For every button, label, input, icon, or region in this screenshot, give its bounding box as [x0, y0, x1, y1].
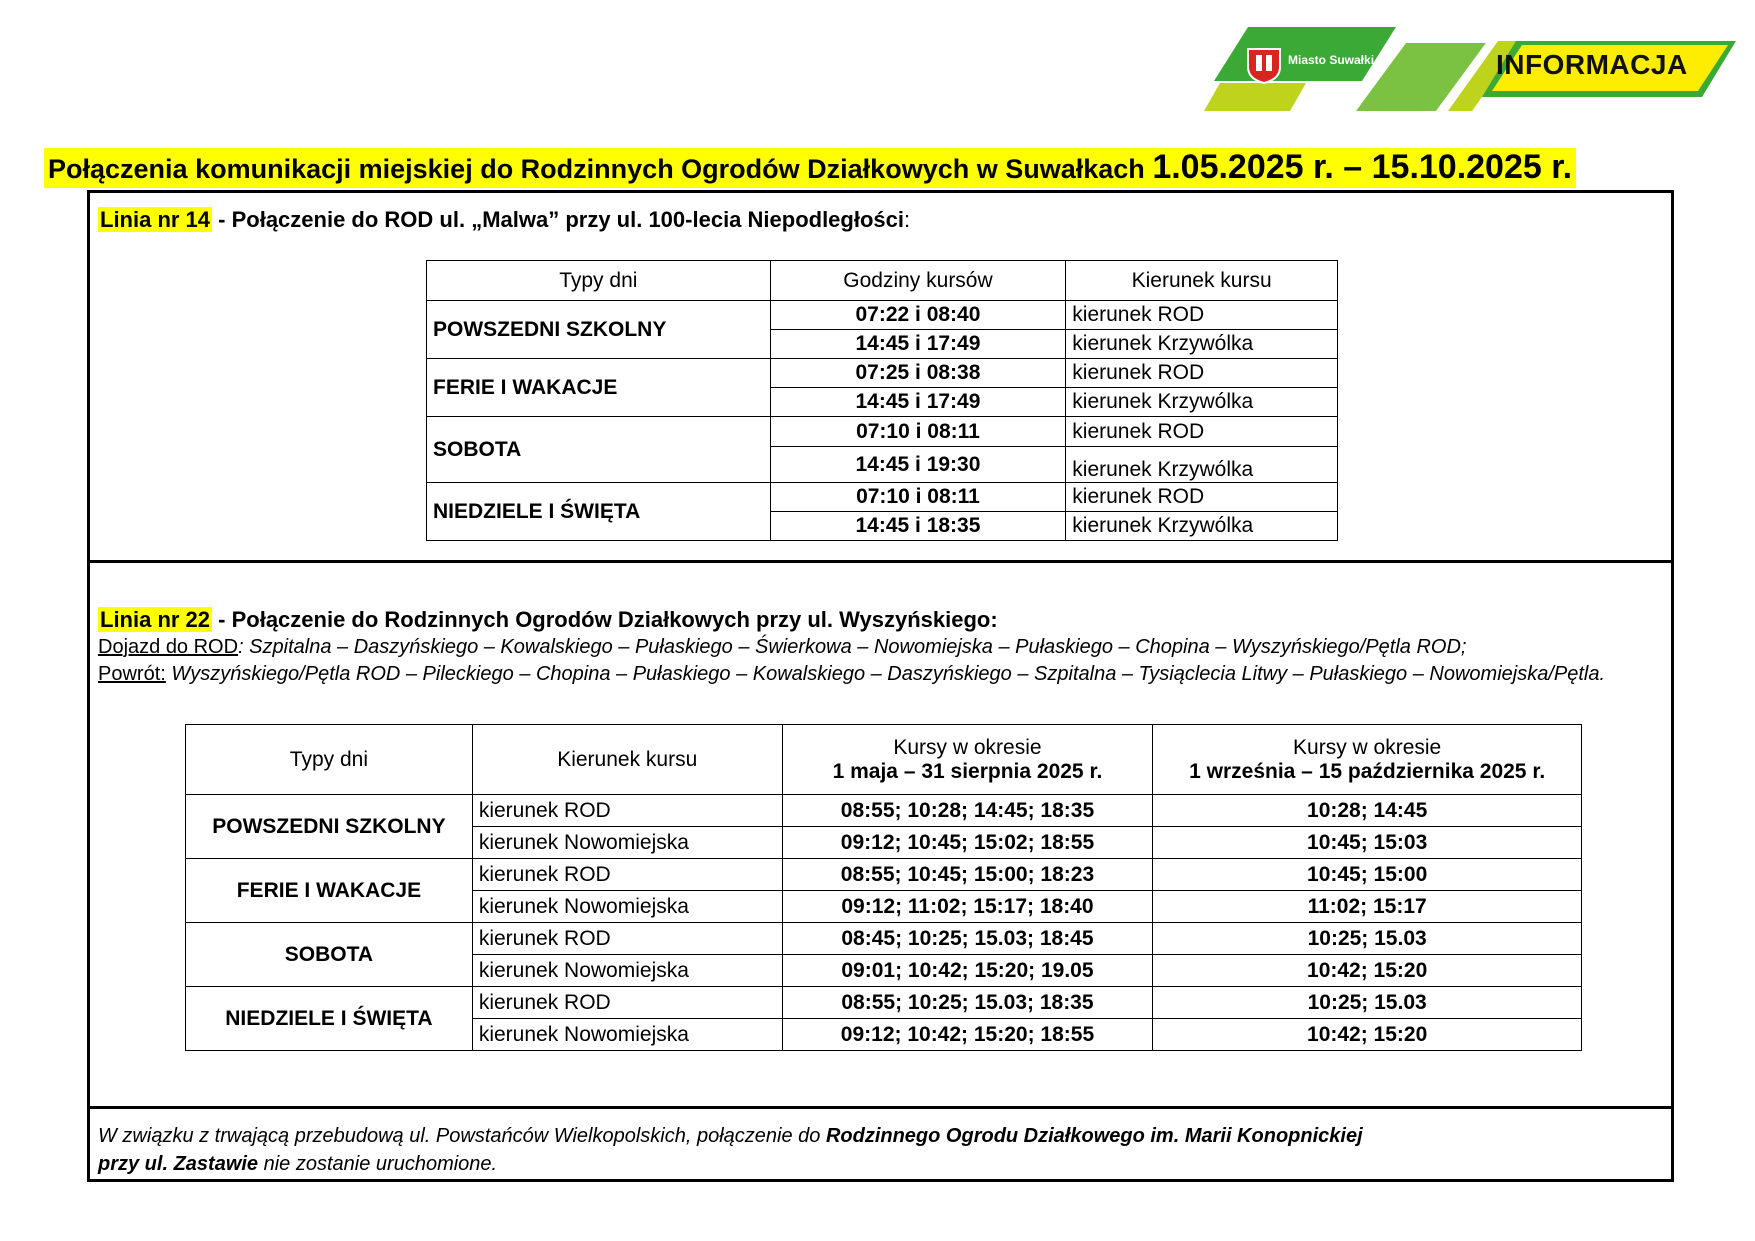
column-header-day-type: Typy dni [186, 725, 473, 795]
direction-cell: kierunek ROD [1066, 483, 1338, 512]
direction-cell: kierunek Nowomiejska [472, 1019, 782, 1051]
table-row [427, 483, 1338, 512]
information-badge: INFORMACJA [1496, 49, 1688, 80]
period-1-cell: 08:55; 10:25; 15.03; 18:35 [782, 987, 1153, 1019]
table-header-row [427, 261, 1338, 301]
table-row [186, 923, 1582, 955]
direction-cell: kierunek Krzywólka [1066, 388, 1338, 417]
period-2-cell: 11:02; 15:17 [1153, 891, 1582, 923]
line-14-section [90, 193, 1671, 563]
period-1-range: 1 maja – 31 sierpnia 2025 r. [832, 759, 1103, 783]
period-2-title: Kursy w okresie [1293, 735, 1442, 759]
period-2-cell: 10:45; 15:00 [1153, 859, 1582, 891]
hours-cell: 07:25 i 08:38 [770, 359, 1066, 388]
hours-cell: 14:45 i 19:30 [770, 447, 1066, 483]
page-title [44, 148, 1576, 188]
direction-cell: kierunek ROD [472, 987, 782, 1019]
hours-cell: 14:45 i 18:35 [770, 512, 1066, 541]
column-header-period-1 [782, 725, 1153, 795]
line-22-table [185, 724, 1582, 1051]
day-type-cell: NIEDZIELE I ŚWIĘTA [186, 987, 473, 1051]
brand-name: Miasto Suwałki [1288, 53, 1375, 67]
line-14-label: Linia nr 14 [100, 207, 211, 232]
schedule-frame [87, 190, 1674, 1182]
day-type-cell: SOBOTA [186, 923, 473, 987]
day-type-cell: FERIE I WAKACJE [186, 859, 473, 923]
line-22-section [90, 566, 1671, 1109]
period-2-range: 1 września – 15 października 2025 r. [1189, 759, 1546, 783]
note-text [98, 1122, 1598, 1178]
direction-cell: kierunek ROD [472, 859, 782, 891]
table-row [427, 301, 1338, 330]
title-text: Połączenia komunikacji miejskiej do Rodzinnych Ogrodów Działkowych w Suwałkach [48, 154, 1145, 184]
period-1-cell: 09:12; 11:02; 15:17; 18:40 [782, 891, 1153, 923]
note-bold-2: przy ul. Zastawie [98, 1153, 259, 1175]
direction-cell: kierunek Krzywólka [1066, 512, 1338, 541]
note-part-2: nie zostanie uruchomione. [258, 1153, 498, 1175]
period-1-cell: 08:55; 10:28; 14:45; 18:35 [782, 795, 1153, 827]
city-crest-icon [1244, 45, 1284, 85]
day-type-cell: FERIE I WAKACJE [427, 359, 771, 417]
column-header-hours: Godziny kursów [770, 261, 1066, 301]
day-type-cell: NIEDZIELE I ŚWIĘTA [427, 483, 771, 541]
line-22-label: Linia nr 22 [100, 607, 211, 632]
period-1-title: Kursy w okresie [893, 735, 1042, 759]
period-1-cell: 08:55; 10:45; 15:00; 18:23 [782, 859, 1153, 891]
direction-cell: kierunek ROD [1066, 359, 1338, 388]
note-part-1: W związku z trwającą przebudową ul. Powstańców Wielkopolskich, połączenie do [98, 1125, 826, 1147]
hours-cell: 07:22 i 08:40 [770, 301, 1066, 330]
direction-cell: kierunek ROD [472, 923, 782, 955]
period-1-cell: 09:12; 10:42; 15:20; 18:55 [782, 1019, 1153, 1051]
line-22-heading [98, 607, 998, 633]
direction-cell: kierunek ROD [472, 795, 782, 827]
hours-cell: 14:45 i 17:49 [770, 388, 1066, 417]
table-row [186, 795, 1582, 827]
direction-cell: kierunek Krzywólka [1066, 447, 1338, 483]
table-row [427, 417, 1338, 447]
table-row [186, 859, 1582, 891]
hours-cell: 14:45 i 17:49 [770, 330, 1066, 359]
line-14-heading [98, 207, 910, 233]
day-type-cell: SOBOTA [427, 417, 771, 483]
column-header-day-type: Typy dni [427, 261, 771, 301]
return-route [98, 661, 1663, 688]
note-section [90, 1112, 1671, 1179]
line-14-colon: : [904, 207, 911, 232]
period-2-cell: 10:25; 15.03 [1153, 923, 1582, 955]
table-row [186, 987, 1582, 1019]
period-1-cell: 09:12; 10:45; 15:02; 18:55 [782, 827, 1153, 859]
period-2-cell: 10:25; 15.03 [1153, 987, 1582, 1019]
column-header-period-2 [1153, 725, 1582, 795]
period-2-cell: 10:45; 15:03 [1153, 827, 1582, 859]
period-2-cell: 10:42; 15:20 [1153, 955, 1582, 987]
table-row [427, 359, 1338, 388]
period-1-cell: 08:45; 10:25; 15.03; 18:45 [782, 923, 1153, 955]
note-bold-1: Rodzinnego Ogrodu Działkowego im. Marii Konopnickiej [825, 1125, 1363, 1147]
direction-cell: kierunek Nowomiejska [472, 955, 782, 987]
direction-cell: kierunek ROD [1066, 417, 1338, 447]
period-2-cell: 10:42; 15:20 [1153, 1019, 1582, 1051]
direction-cell: kierunek Nowomiejska [472, 827, 782, 859]
hours-cell: 07:10 i 08:11 [770, 483, 1066, 512]
direction-cell: kierunek Nowomiejska [472, 891, 782, 923]
period-1-cell: 09:01; 10:42; 15:20; 19.05 [782, 955, 1153, 987]
direction-cell: kierunek Krzywólka [1066, 330, 1338, 359]
header-banner [1196, 27, 1736, 111]
column-header-direction: Kierunek kursu [472, 725, 782, 795]
period-2-cell: 10:28; 14:45 [1153, 795, 1582, 827]
direction-cell: kierunek ROD [1066, 301, 1338, 330]
table-header-row [186, 725, 1582, 795]
hours-cell: 07:10 i 08:11 [770, 417, 1066, 447]
title-dates: 1.05.2025 r. – 15.10.2025 r. [1152, 148, 1573, 186]
line-14-table [426, 260, 1338, 541]
line-22-description: - Połączenie do Rodzinnych Ogrodów Działkowych przy ul. Wyszyńskiego: [212, 607, 998, 632]
day-type-cell: POWSZEDNI SZKOLNY [186, 795, 473, 859]
access-route-stops: : Szpitalna – Daszyńskiego – Kowalskiego – Pułaskiego – Świerkowa – Nowomiejska – Pułaskiego – Chopina – Wyszyńskiego/Pętla ROD; [238, 636, 1467, 658]
access-route-label: Dojazd do ROD [98, 636, 239, 658]
return-route-stops: Wyszyńskiego/Pętla ROD – Pileckiego – Chopina – Pułaskiego – Kowalskiego – Daszyńskiego – Szpitalna – Tysiąclecia Litwy – Pułaskiego – Nowomiejska/Pętla. [165, 663, 1606, 685]
access-route [98, 634, 1663, 661]
day-type-cell: POWSZEDNI SZKOLNY [427, 301, 771, 359]
line-14-description: - Połączenie do ROD ul. „Malwa” przy ul. 100-lecia Niepodległości [212, 207, 904, 232]
column-header-direction: Kierunek kursu [1066, 261, 1338, 301]
return-route-label: Powrót: [98, 663, 166, 685]
